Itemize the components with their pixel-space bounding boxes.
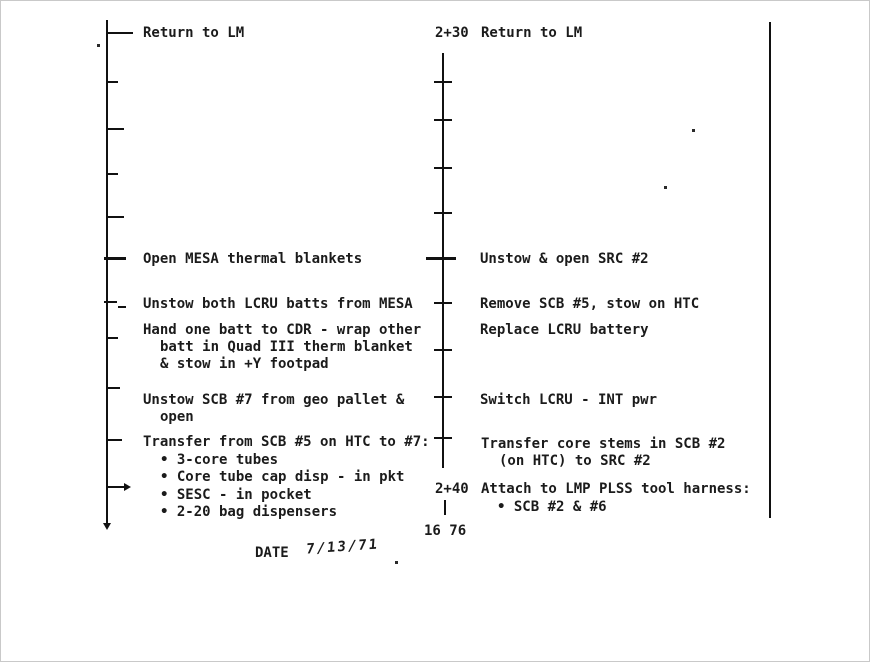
tick-mark — [106, 128, 124, 130]
timeline-event: Remove SCB #5, stow on HTC — [480, 296, 700, 312]
tick-mark — [106, 486, 126, 488]
tick-mark — [118, 306, 126, 308]
right-timeline-axis-stub — [444, 500, 446, 515]
scan-noise-dot — [395, 561, 398, 564]
timeline-event: Transfer from SCB #5 on HTC to #7: — [143, 434, 430, 450]
page-edge-rule — [769, 22, 771, 518]
timeline-event: Unstow SCB #7 from geo pallet & — [143, 392, 405, 408]
tick-mark — [106, 439, 122, 441]
timeline-event: Transfer core stems in SCB #2 — [481, 436, 726, 452]
tick-mark — [106, 173, 118, 175]
tick-mark — [106, 216, 124, 218]
timeline-event: Unstow both LCRU batts from MESA — [143, 296, 413, 312]
timeline-bullet-item: • Core tube cap disp - in pkt — [160, 469, 405, 485]
left-timeline-axis — [106, 20, 108, 528]
page-code: 16 76 — [424, 523, 467, 539]
scan-noise-dot — [692, 129, 695, 132]
tick-mark — [426, 257, 456, 260]
timeline-bullet-item: • 3-core tubes — [160, 452, 279, 468]
timeline-event: Attach to LMP PLSS tool harness: — [481, 481, 751, 497]
timeline-event-continuation: & stow in +Y footpad — [160, 356, 329, 372]
tick-mark — [434, 119, 452, 121]
scan-noise-dot — [664, 186, 667, 189]
date-value: 7/13/71 — [305, 536, 380, 558]
tick-mark — [106, 337, 118, 339]
right-timeline-axis — [442, 53, 444, 468]
timeline-time-label: 2+40 — [435, 481, 469, 497]
timeline-event: Hand one batt to CDR - wrap other — [143, 322, 422, 338]
tick-mark — [106, 32, 133, 34]
tick-mark — [434, 349, 452, 351]
scan-noise-dot — [97, 44, 100, 47]
tick-mark — [434, 167, 452, 169]
tick-mark — [434, 437, 452, 439]
timeline-time-label: 2+30 — [435, 25, 469, 41]
timeline-bullet-item: • 2-20 bag dispensers — [160, 504, 338, 520]
tick-mark — [434, 81, 452, 83]
timeline-event: Unstow & open SRC #2 — [480, 251, 649, 267]
timeline-event: Replace LCRU battery — [480, 322, 649, 338]
timeline-event-continuation: open — [160, 409, 194, 425]
tick-mark — [106, 387, 120, 389]
tick-mark — [106, 81, 118, 83]
tick-mark — [434, 212, 452, 214]
timeline-event: Return to LM — [143, 25, 245, 41]
tick-mark — [434, 396, 452, 398]
timeline-bullet-item: • SESC - in pocket — [160, 487, 312, 503]
tick-arrow-icon — [124, 483, 131, 491]
timeline-event-continuation: batt in Quad III therm blanket — [160, 339, 413, 355]
tick-mark — [104, 257, 126, 260]
timeline-event: Switch LCRU - INT pwr — [480, 392, 658, 408]
timeline-bullet-item: • SCB #2 & #6 — [497, 499, 607, 515]
tick-mark — [434, 302, 452, 304]
timeline-event-continuation: (on HTC) to SRC #2 — [499, 453, 651, 469]
timeline-event: Return to LM — [481, 25, 583, 41]
axis-end-arrow-icon — [103, 523, 111, 530]
timeline-event: Open MESA thermal blankets — [143, 251, 363, 267]
date-label: DATE — [255, 545, 289, 561]
tick-mark — [104, 301, 117, 303]
